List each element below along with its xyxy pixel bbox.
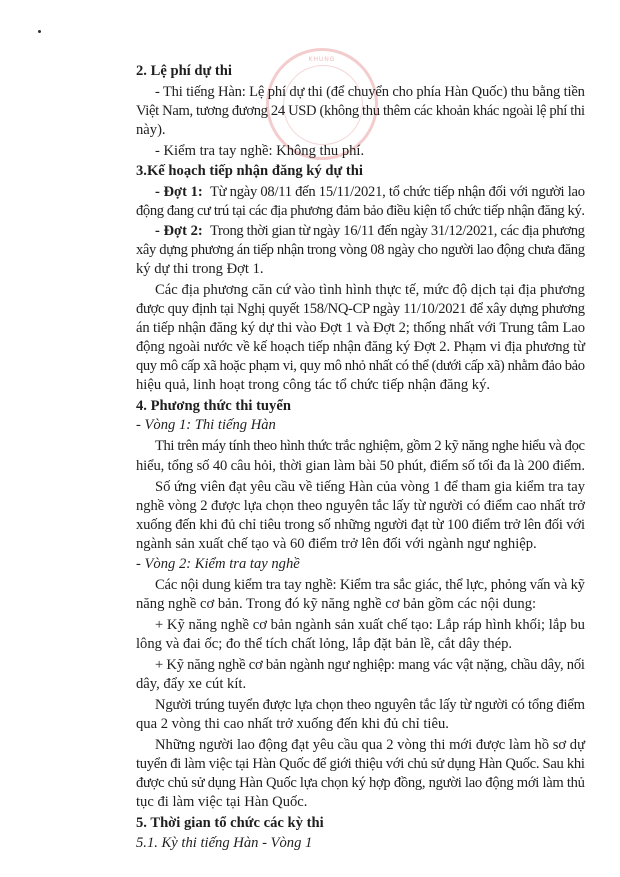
subsection-heading: - Vòng 1: Thi tiếng Hàn: [136, 417, 276, 433]
section-heading: - Đợt 1:: [155, 184, 203, 200]
text-line: dây, đẩy xe cút kít.: [136, 676, 247, 692]
text-line: Thi trên máy tính theo hình thức trắc nghiệm, gồm 2 kỹ năng nghe hiểu và đọc: [155, 438, 585, 454]
text-line: Từ ngày 08/11 đến 15/11/2021, tổ chức tiếp nhận đối với người lao: [210, 184, 585, 200]
text-line: Những người lao động đạt yêu cầu qua 2 vòng thi mới được làm hồ sơ dự: [155, 737, 586, 753]
text-line: + Kỹ năng nghề cơ bản ngành sản xuất chế tạo: Lắp ráp hình khối; lắp bu: [155, 617, 586, 633]
text-line: tục đi làm việc tại Hàn Quốc.: [136, 794, 308, 810]
text-line: hiệu quả, linh hoạt trong công tác tổ chức tiếp nhận đăng ký.: [136, 377, 491, 393]
text-line: Các nội dung kiểm tra tay nghề: Kiểm tra sắc giác, thể lực, phỏng vấn và kỹ: [155, 577, 585, 593]
text-line: tuyển đi làm việc tại Hàn Quốc để giới thiệu với chủ sử dụng Hàn Quốc. Sau khi: [136, 756, 585, 772]
text-line: qua 2 vòng thi cao nhất trở xuống đến khi đủ chỉ tiêu.: [136, 716, 449, 732]
text-line: xuống đến khi đủ chỉ tiêu trong số những người đạt từ 100 điểm trở lên đối với: [136, 517, 585, 533]
section-heading: 5. Thời gian tổ chức các kỳ thi: [136, 815, 324, 831]
text-line: ngành sản xuất chế tạo và 60 điểm trở lên đối với ngành ngư nghiệp.: [136, 536, 537, 552]
subsection-heading: 5.1. Kỳ thi tiếng Hàn - Vòng 1: [136, 835, 313, 851]
section-heading: 3.Kế hoạch tiếp nhận đăng ký dự thi: [136, 163, 363, 179]
text-line: này).: [136, 122, 166, 138]
text-line: Số ứng viên đạt yêu cầu về tiếng Hàn của vòng 1 để tham gia kiểm tra tay: [155, 479, 585, 495]
text-line: được quy định tại Nghị quyết 158/NQ-CP ngày 11/10/2021 để xây dựng phương: [136, 301, 585, 317]
text-line: Trong thời gian từ ngày 16/11 đến ngày 31/12/2021, các địa phương: [210, 223, 585, 239]
text-line: Các địa phương căn cứ vào tình hình thực tế, mức độ dịch tại địa phương: [155, 282, 586, 298]
text-line: + Kỹ năng nghề cơ bản ngành ngư nghiệp: mang vác vật nặng, chầu dây, nối: [155, 657, 585, 673]
text-line: hiểu, tổng số 40 câu hỏi, thời gian làm bài 50 phút, điểm số tối đa là 200 điểm.: [136, 458, 585, 474]
text-line: nghề vòng 2 được lựa chọn theo nguyên tắc lấy từ người có điểm cao nhất trở: [136, 498, 585, 514]
text-line: năng nghề cơ bản. Trong đó kỹ năng nghề cơ bản gồm các nội dung:: [136, 596, 537, 612]
section-heading: 2. Lệ phí dự thi: [136, 63, 232, 79]
text-line: Việt Nam, tương đương 24 USD (không thu thêm các khoản khác ngoài lệ phí thi: [136, 103, 585, 119]
text-line: xây dựng phương án tiếp nhận trong vòng 08 ngày cho người lao động chưa đăng: [136, 242, 585, 258]
section-heading: - Đợt 2:: [155, 223, 203, 239]
scan-dot: [38, 30, 41, 33]
text-line: quy mô cấp xã hoặc phạm vi, quy mô nhỏ nhất có thể (dưới cấp xã) nhằm đảo bảo: [136, 358, 585, 374]
section-heading: 4. Phương thức thi tuyển: [136, 398, 291, 414]
text-line: án tiếp nhận đăng ký dự thi vào Đợt 1 và Đợt 2; thống nhất với Trung tâm Lao: [136, 320, 585, 336]
text-line: lông và đai ốc; đo thể tích chất lỏng, lắp đặt bản lề, cắt dây thép.: [136, 636, 513, 652]
subsection-heading: - Vòng 2: Kiểm tra tay nghề: [136, 556, 300, 572]
text-line: - Thi tiếng Hàn: Lệ phí dự thi (để chuyển cho phía Hàn Quốc) thu bằng tiền: [155, 84, 585, 100]
text-line: - Kiểm tra tay nghề: Không thu phí.: [155, 143, 365, 159]
text-line: động ngoài nước về kế hoạch tiếp nhận đăng ký Đợt 2. Phạm vi địa phương từ: [136, 339, 585, 355]
text-line: ký dự thi trong Đợt 1.: [136, 261, 264, 277]
stamp-text: KHUNG: [308, 57, 336, 63]
text-line: được chủ sử dụng Hàn Quốc lựa chọn ký hợp đồng, người lao động mới làm thủ: [136, 775, 585, 791]
text-line: Người trúng tuyển được lựa chọn theo nguyên tắc lấy từ người có tổng điểm: [155, 697, 585, 713]
text-line: động đang cư trú tại các địa phương đảm bảo điều kiện tổ chức tiếp nhận đăng ký.: [136, 203, 585, 219]
